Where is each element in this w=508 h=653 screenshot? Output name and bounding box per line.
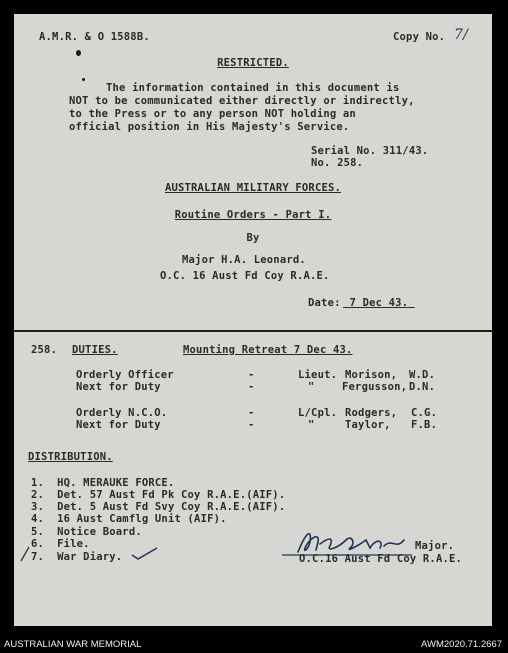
- officer-unit: O.C. 16 Aust Fd Coy R.A.E.: [160, 270, 330, 282]
- by-line: By: [246, 232, 260, 244]
- copy-label: Copy No.: [393, 31, 446, 43]
- footer-collection-label: AUSTRALIAN WAR MEMORIAL: [4, 639, 142, 650]
- signature-rank: Major.: [415, 540, 455, 552]
- duty-name: Fergusson,: [342, 381, 408, 393]
- duty-initials: F.B.: [411, 419, 438, 431]
- duty-dash: -: [248, 381, 255, 393]
- tick-mark: [130, 546, 160, 562]
- duty-initials: C.G.: [411, 407, 438, 419]
- duty-dash: -: [248, 419, 255, 431]
- forces-heading: AUSTRALIAN MILITARY FORCES.: [164, 182, 342, 194]
- duty-rank: ": [308, 381, 315, 393]
- distribution-item: 7. War Diary.: [31, 551, 123, 563]
- duty-initials: D.N.: [409, 381, 436, 393]
- orders-title: Routine Orders - Part I.: [174, 209, 332, 221]
- duty-rank: ": [308, 419, 315, 431]
- officer-name: Major H.A. Leonard.: [182, 254, 306, 266]
- notice-line-2: NOT to be communicated either directly or indirectly,: [69, 95, 415, 107]
- punch-hole: [76, 50, 81, 56]
- separator-line: [14, 330, 492, 332]
- duty-name: Rodgers,: [345, 407, 398, 419]
- distribution-item: 1. HQ. MERAUKE FORCE.: [31, 477, 175, 489]
- duty-role: Next for Duty: [76, 381, 161, 393]
- document-page: [14, 14, 492, 626]
- duty-role: Orderly N.C.O.: [76, 407, 168, 419]
- ink-spot: [82, 78, 85, 81]
- distribution-item: 2. Det. 57 Aust Fd Pk Coy R.A.E.(AIF).: [31, 489, 286, 501]
- date-label: Date:: [308, 297, 341, 309]
- notice-line-4: official position in His Majesty's Service.: [69, 121, 350, 133]
- mounting-line: Mounting Retreat 7 Dec 43.: [183, 344, 353, 356]
- restricted-heading: RESTRICTED.: [217, 57, 289, 69]
- duty-dash: -: [248, 369, 255, 381]
- signature-unit: O.C.16 Aust Fd Coy R.A.E.: [299, 553, 463, 565]
- duty-role: Orderly Officer: [76, 369, 174, 381]
- distribution-heading: DISTRIBUTION.: [28, 451, 113, 463]
- distribution-item: 3. Det. 5 Aust Fd Svy Coy R.A.E.(AIF).: [31, 501, 286, 513]
- duty-rank: L/Cpl.: [298, 407, 338, 419]
- duty-name: Morison,: [345, 369, 398, 381]
- serial-number: Serial No. 311/43.: [311, 145, 429, 157]
- duties-item-number: 258.: [31, 344, 58, 356]
- distribution-item: 5. Notice Board.: [31, 526, 142, 538]
- distribution-item: 6. File.: [31, 538, 90, 550]
- duty-dash: -: [248, 407, 255, 419]
- duty-role: Next for Duty: [76, 419, 161, 431]
- pencil-slash-mark: [18, 545, 32, 563]
- notice-line-3: to the Press or to any person NOT holding an: [69, 108, 356, 120]
- notice-line-1: The information contained in this document is: [106, 82, 400, 94]
- form-reference: A.M.R. & O 1588B.: [39, 31, 150, 43]
- duty-initials: W.D.: [409, 369, 436, 381]
- order-number: No. 258.: [311, 157, 364, 169]
- date-value: 7 Dec 43.: [343, 297, 415, 309]
- duty-rank: Lieut.: [298, 369, 338, 381]
- footer-reference-number: AWM2020.71.2667: [421, 639, 502, 650]
- distribution-item: 4. 16 Aust Camflg Unit (AIF).: [31, 513, 227, 525]
- copy-number: 7/: [454, 27, 469, 43]
- duties-heading: DUTIES.: [72, 344, 118, 356]
- duty-name: Taylor,: [345, 419, 391, 431]
